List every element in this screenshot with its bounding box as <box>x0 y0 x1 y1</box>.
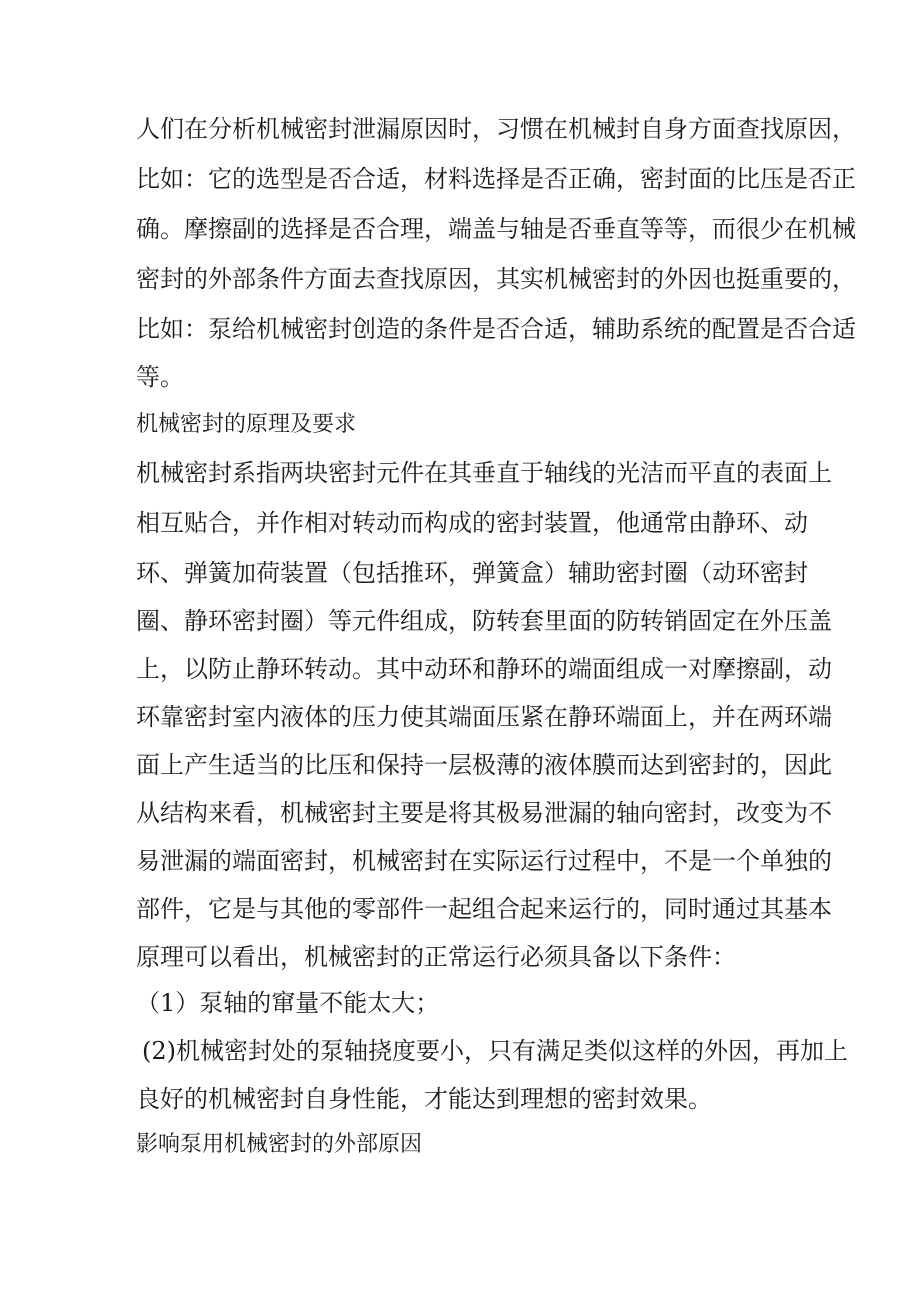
paragraph-line: 等。 <box>136 363 184 391</box>
paragraph-line: 易泄漏的端面密封，机械密封在实际运行过程中，不是一个单独的 <box>136 847 832 875</box>
paragraph-line: 上，以防止静环转动。其中动环和静环的端面组成一对摩擦副，动 <box>136 655 832 683</box>
paragraph-line: 确。摩擦副的选择是否合理，端盖与轴是否垂直等等，而很少在机械 <box>136 215 856 243</box>
paragraph-line: 密封的外部条件方面去查找原因，其实机械密封的外因也挺重要的， <box>136 265 856 293</box>
section-heading: 机械密封的原理及要求 <box>136 412 357 437</box>
section-heading: 影响泵用机械密封的外部原因 <box>136 1132 423 1157</box>
condition-item: （1）泵轴的窜量不能太大； <box>136 989 440 1017</box>
paragraph-line: 圈、静环密封圈）等元件组成，防转套里面的防转销固定在外压盖 <box>136 607 832 635</box>
paragraph-line: 相互贴合，并作相对转动而构成的密封装置，他通常由静环、动 <box>136 509 808 537</box>
paragraph-line: 人们在分析机械密封泄漏原因时，习惯在机械封自身方面查找原因， <box>136 115 856 143</box>
paragraph-line: 原理可以看出，机械密封的正常运行必须具备以下条件： <box>136 943 736 971</box>
paragraph-line: 从结构来看，机械密封主要是将其极易泄漏的轴向密封，改变为不 <box>136 799 832 827</box>
paragraph-line: 部件，它是与其他的零部件一起组合起来运行的，同时通过其基本 <box>136 895 832 923</box>
paragraph-line: 比如：它的选型是否合适，材料选择是否正确，密封面的比压是否正 <box>136 165 856 193</box>
paragraph-line: 环靠密封室内液体的压力使其端面压紧在静环端面上，并在两环端 <box>136 703 832 731</box>
paragraph-line: 比如：泵给机械密封创造的条件是否合适，辅助系统的配置是否合适 <box>136 315 856 343</box>
paragraph-line: 环、弹簧加荷装置（包括推环，弹簧盒）辅助密封圈（动环密封 <box>136 559 808 587</box>
paragraph-line: 良好的机械密封自身性能，才能达到理想的密封效果。 <box>136 1085 712 1113</box>
paragraph-line: 面上产生适当的比压和保持一层极薄的液体膜而达到密封的，因此 <box>136 751 832 779</box>
paragraph-line: 机械密封系指两块密封元件在其垂直于轴线的光洁而平直的表面上 <box>136 459 832 487</box>
condition-item: (2)机械密封处的泵轴挠度要小，只有满足类似这样的外因，再加上 <box>142 1037 848 1065</box>
